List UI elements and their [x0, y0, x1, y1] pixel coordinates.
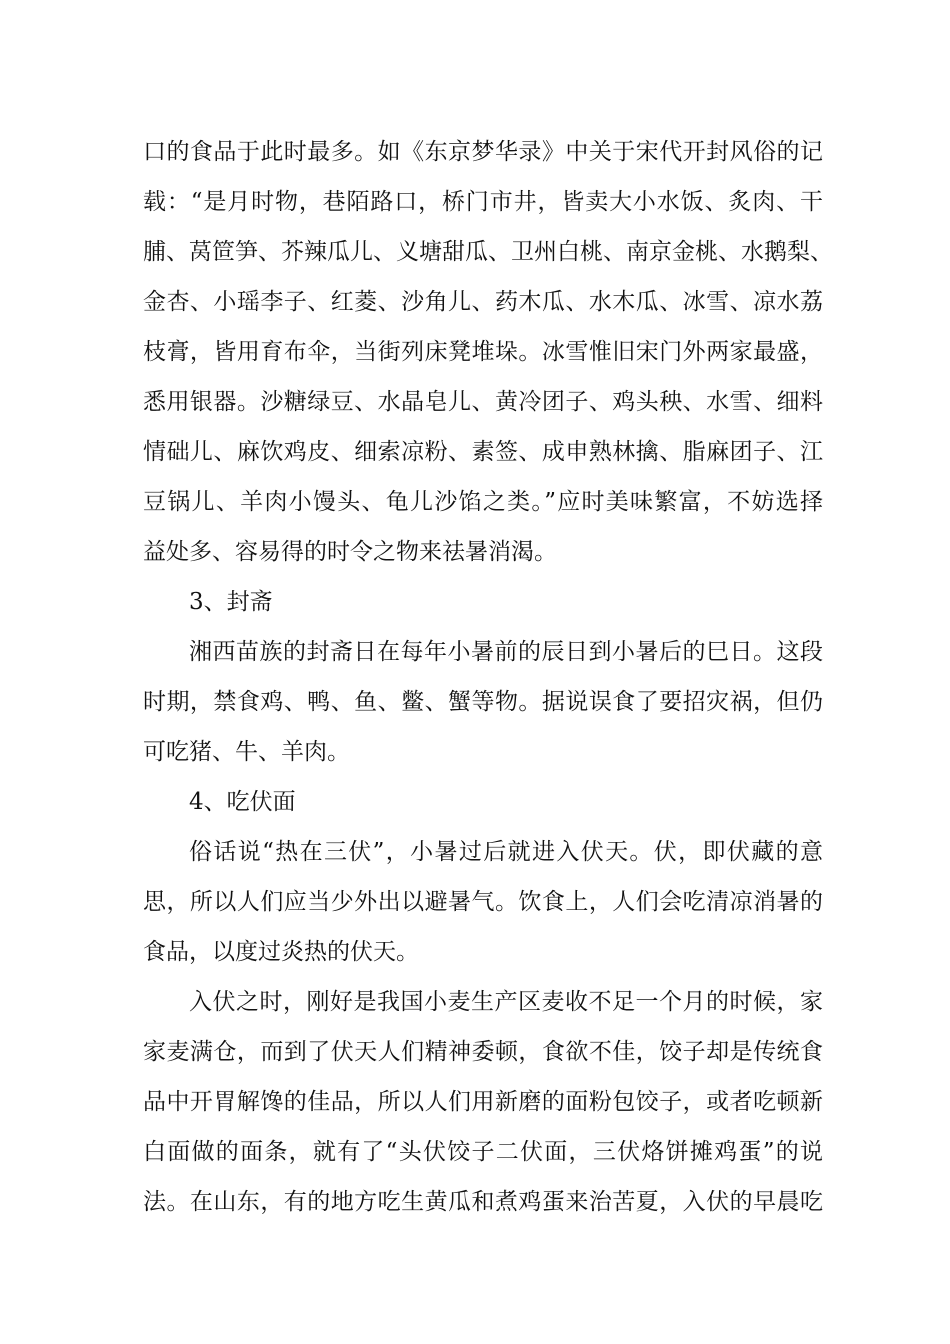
text-line: 食品，以度过炎热的伏天。	[143, 939, 419, 965]
text-line: 家麦满仓，而到了伏天人们精神委顿，食欲不佳，饺子却是传统食	[143, 1039, 823, 1065]
text-line: 载：“是月时物，巷陌路口，桥门市井，皆卖大小水饭、炙肉、干	[143, 189, 823, 215]
text-line: 益处多、容易得的时令之物来祛暑消渴。	[143, 539, 557, 565]
text-line: 俗话说“热在三伏”，小暑过后就进入伏天。伏，即伏藏的意	[189, 839, 823, 865]
body-text	[143, 127, 833, 1227]
text-line: 可吃猪、牛、羊肉。	[143, 739, 350, 765]
text-line: 思，所以人们应当少外出以避暑气。饮食上，人们会吃清凉消暑的	[143, 889, 823, 915]
text-line: 情础儿、麻饮鸡皮、细索凉粉、素签、成申熟林擒、脂麻团子、江	[143, 439, 823, 465]
text-line: 法。在山东，有的地方吃生黄瓜和煮鸡蛋来治苦夏，入伏的早晨吃	[143, 1189, 823, 1215]
text-line: 品中开胃解馋的佳品，所以人们用新磨的面粉包饺子，或者吃顿新	[143, 1089, 823, 1115]
text-line: 悉用银器。沙糖绿豆、水晶皂儿、黄冷团子、鸡头秧、水雪、细料	[143, 389, 823, 415]
text-line: 枝膏，皆用育布伞，当街列床凳堆垛。冰雪惟旧宋门外两家最盛，	[143, 339, 823, 365]
text-line: 口的食品于此时最多。如《东京梦华录》中关于宋代开封风俗的记	[143, 139, 823, 165]
section-heading: 3、封斋	[189, 589, 273, 615]
text-line: 白面做的面条，就有了“头伏饺子二伏面，三伏烙饼摊鸡蛋”的说	[143, 1139, 823, 1165]
text-line: 湘西苗族的封斋日在每年小暑前的辰日到小暑后的巳日。这段	[189, 639, 823, 665]
text-line: 金杏、小瑶李子、红菱、沙角儿、药木瓜、水木瓜、冰雪、凉水荔	[143, 289, 823, 315]
text-line: 入伏之时，刚好是我国小麦生产区麦收不足一个月的时候，家	[189, 989, 823, 1015]
text-line: 时期，禁食鸡、鸭、鱼、鳖、蟹等物。据说误食了要招灾祸，但仍	[143, 689, 823, 715]
text-line: 脯、莴笸笋、芥辣瓜儿、义塘甜瓜、卫州白桃、南京金桃、水鹅梨、	[143, 239, 833, 265]
text-line: 豆锅儿、羊肉小馒头、龟儿沙馅之类。”应时美味繁富，不妨选择	[143, 489, 823, 515]
section-heading: 4、吃伏面	[189, 789, 296, 815]
